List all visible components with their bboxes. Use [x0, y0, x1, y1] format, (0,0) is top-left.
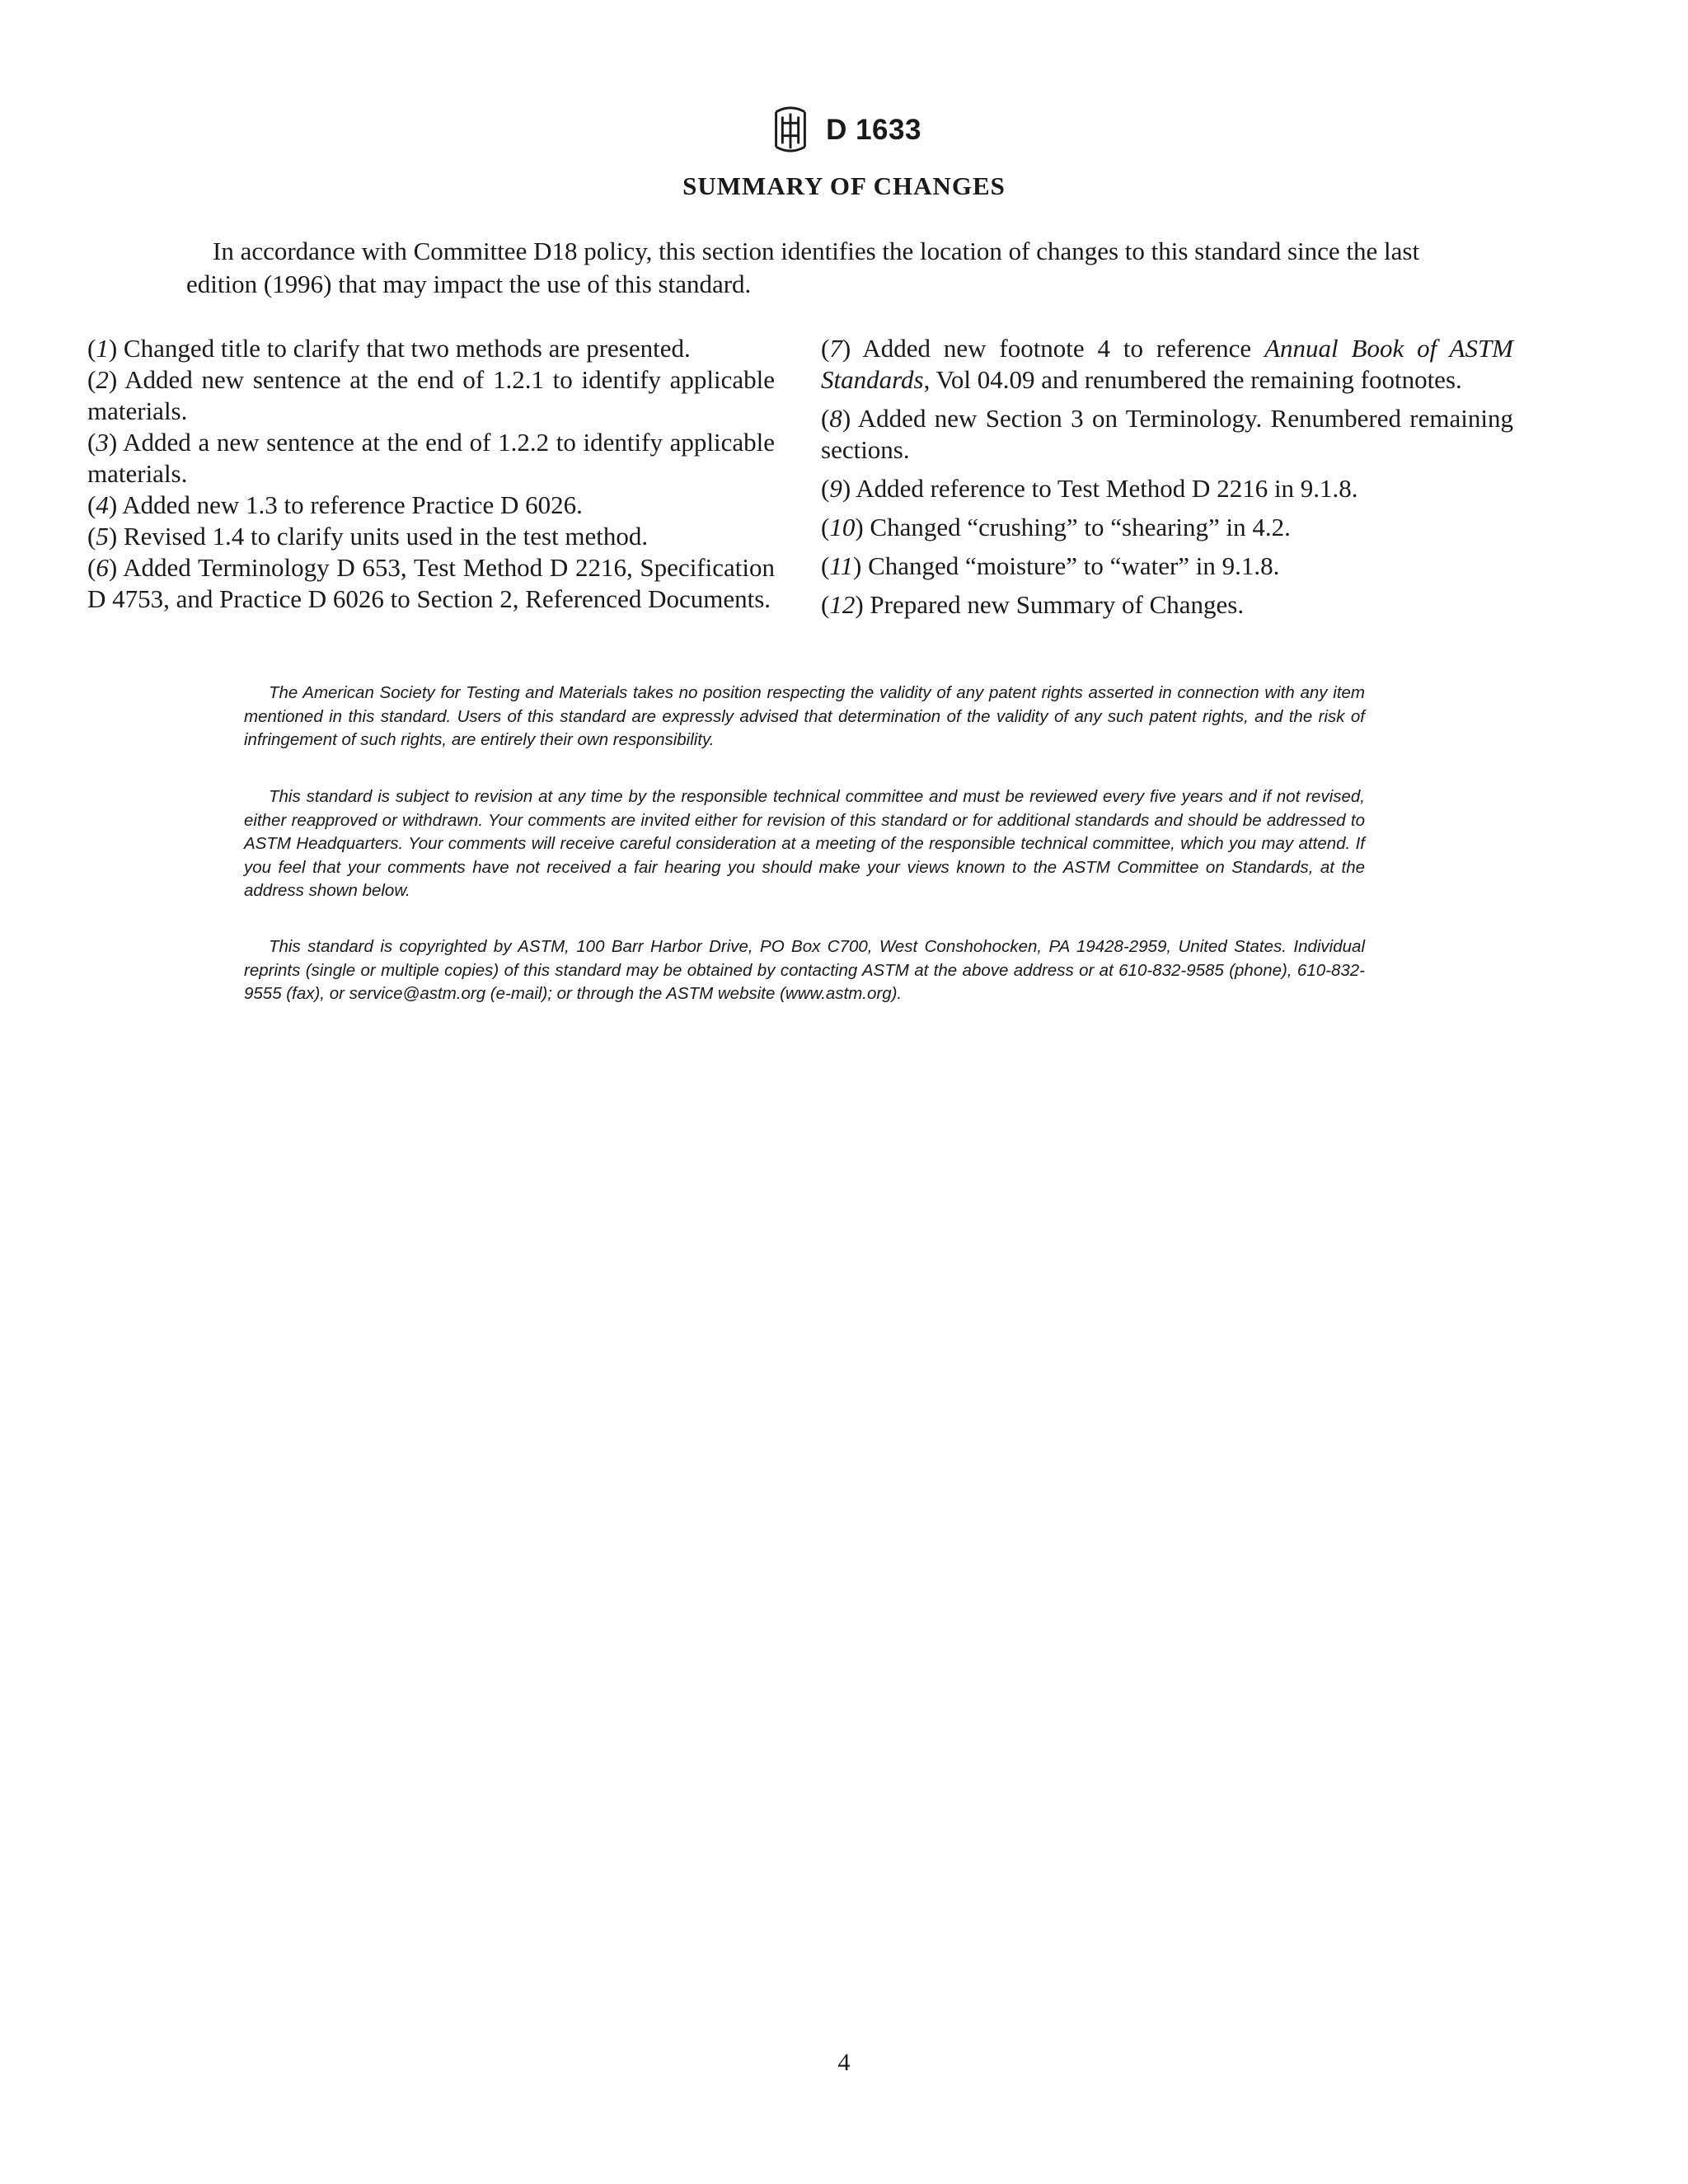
- revision-notice: This standard is subject to revision at any time by the responsible technical committee and must be reviewed every five years and if not revised, either reapproved or withdrawn. Your comments are invited either for revision of this standard or for additional standards and should be addressed to ASTM Headquarters. Your comments will receive careful consideration at a meeting of the responsible technical committee, which you may attend. If you feel that your comments have not received a fair hearing you should make your views known to the ASTM Committee on Standards, at the address shown below.: [244, 787, 1365, 900]
- change-item: (11) Changed “moisture” to “water” in 9.1.8.: [821, 551, 1280, 580]
- page-number: 4: [837, 2049, 851, 2076]
- change-item: (3) Added a new sentence at the end of 1.2.2 to identify applicable materials.: [87, 428, 775, 488]
- astm-logo: [767, 105, 814, 153]
- change-item: (10) Changed “crushing” to “shearing” in 4.2.: [821, 513, 1291, 541]
- change-item: (4) Added new 1.3 to reference Practice D 6026.: [87, 490, 583, 519]
- copyright-notice: This standard is copyrighted by ASTM, 100 Barr Harbor Drive, PO Box C700, West Conshohocken, PA 19428-2959, United States. Individual reprints (single or multiple copies) of this standard may be obtained by contacting ASTM at the above address or at 610-832-9585 (phone), 610-832-9555 (fax), or service@astm.org (e-mail); or through the ASTM website (www.astm.org).: [244, 937, 1365, 1003]
- designation: D 1633: [826, 113, 921, 146]
- changes-list-left: [87, 333, 775, 615]
- change-item: (2) Added new sentence at the end of 1.2.1 to identify applicable materials.: [87, 365, 775, 425]
- change-item: (6) Added Terminology D 653, Test Method D 2216, Specification D 4753, and Practice D 6026 to Section 2, Referenced Documents.: [87, 553, 775, 613]
- section-title: SUMMARY OF CHANGES: [682, 171, 1006, 200]
- change-item: (12) Prepared new Summary of Changes.: [821, 590, 1245, 619]
- publication-title: Annual Book of ASTM Standards: [821, 334, 1514, 394]
- change-item: (9) Added reference to Test Method D 2216 in 9.1.8.: [821, 474, 1358, 503]
- change-item: (1) Changed title to clarify that two methods are presented.: [87, 334, 691, 363]
- change-item: (5) Revised 1.4 to clarify units used in the test method.: [87, 522, 649, 551]
- document-header: [0, 105, 1688, 153]
- intro-paragraph: In accordance with Committee D18 policy, this section identifies the location of changes to this standard since the last edition (1996) that may impact the use of this standard.: [186, 237, 1420, 298]
- changes-list-right: [821, 333, 1513, 628]
- change-item: (7) Added new footnote 4 to reference Annual Book of ASTM Standards, Vol 04.09 and renumbered the remaining footnotes.: [821, 334, 1514, 394]
- change-item: (8) Added new Section 3 on Terminology. Renumbered remaining sections.: [821, 404, 1513, 464]
- patent-notice: The American Society for Testing and Materials takes no position respecting the validity of any patent rights asserted in connection with any item mentioned in this standard. Users of this standard are expressly advised that determination of the validity of any such patent rights, and the risk of infringement of such rights, are entirely their own responsibility.: [244, 683, 1365, 749]
